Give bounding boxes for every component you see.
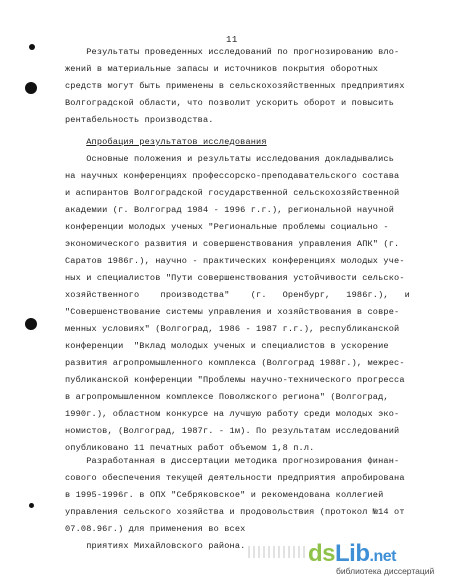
text-line: опубликовано 11 печатных работ объемом 1,8 п.л. (65, 443, 315, 453)
section-heading-text: Апробация результатов исследования (86, 137, 267, 147)
page-number: 11 (226, 35, 238, 45)
dslib-logo: dsLib.net (308, 540, 396, 567)
text-line: в 1995-1996г. в ОПХ "Себряковское" и рекомендована коллегией (65, 490, 384, 500)
text-line: Основные положения и результаты исследования докладывались (65, 154, 395, 164)
watermark-dots (248, 546, 308, 558)
text-line: развития агропромышленного комплекса (Волгоград 1988г.), межрес- (65, 358, 405, 368)
binder-hole-icon (29, 503, 34, 508)
text-line: академии (г. Волгоград 1984 - 1996 г.г.), региональной научной (65, 205, 395, 215)
text-line: сового обеспечения текущей деятельности предприятия апробирована (65, 473, 405, 483)
text-line: в агропромышленном комплексе Поволжского региона" (Волгоград, (65, 392, 389, 402)
text-line: рентабельность производства. (65, 115, 214, 125)
text-line: экономического развития и совершенствования управления АПК" (г. (65, 239, 400, 249)
text-line: управления сельского хозяйства и продовольствия (протокол №14 от (65, 507, 405, 517)
text-line: хозяйственного производства" (г. Оренбург, 1986г.), и (65, 290, 410, 300)
text-line: на научных конференциях профессорско-преподавательского состава (65, 171, 400, 181)
text-line: ных и специалистов "Пути совершенствования устойчивости сельско- (65, 273, 405, 283)
text-line: Саратов 1986г.), научно - практических конференциях молодых уче- (65, 256, 405, 266)
text-line: Разработанная в диссертации методика прогнозирования финан- (65, 456, 400, 466)
section-heading-block (65, 134, 409, 151)
text-line: "Совершенствование системы управления и хозяйствования в совре- (65, 307, 400, 317)
section-heading (65, 134, 409, 151)
text-line: средств могут быть применены в сельскохозяйственных предприятиях (65, 81, 405, 91)
watermark-caption: библиотека диссертаций (336, 566, 435, 576)
dslib-watermark (308, 538, 444, 578)
text-line: конференции молодых ученых "Региональные проблемы социально - (65, 222, 389, 232)
binder-hole-icon (25, 82, 37, 94)
text-line: Результаты проведенных исследований по прогнозированию вло- (65, 47, 400, 57)
paragraph-approbation (65, 151, 409, 457)
text-line: номистов, (Волгоград, 1987г. - 1м). По результатам исследований (65, 426, 400, 436)
text-line: 07.08.96г.) для применения во всех (65, 524, 246, 534)
text-line: жений в материальные запасы и источников покрытия оборотных (65, 64, 379, 74)
text-line: менных условиях" (Волгоград, 1986 - 1987 г.г.), республиканской (65, 324, 400, 334)
text-line: 1990г.), областном конкурсе на лучшую работу среди молодых эко- (65, 409, 400, 419)
text-line: приятиях Михайловского района. (65, 541, 246, 551)
binder-hole-icon (25, 318, 37, 330)
text-line: Волгоградской области, что позволит ускорить оборот и повысить (65, 98, 395, 108)
text-line: конференции "Вклад молодых ученых и специалистов в ускорение (65, 341, 389, 351)
text-line: и аспирантов Волгоградской государственной сельскохозяйственной (65, 188, 400, 198)
paragraph-results (65, 44, 409, 129)
text-line: публиканской конференции "Проблемы научно-технического прогресса (65, 375, 405, 385)
binder-hole-icon (29, 44, 35, 50)
